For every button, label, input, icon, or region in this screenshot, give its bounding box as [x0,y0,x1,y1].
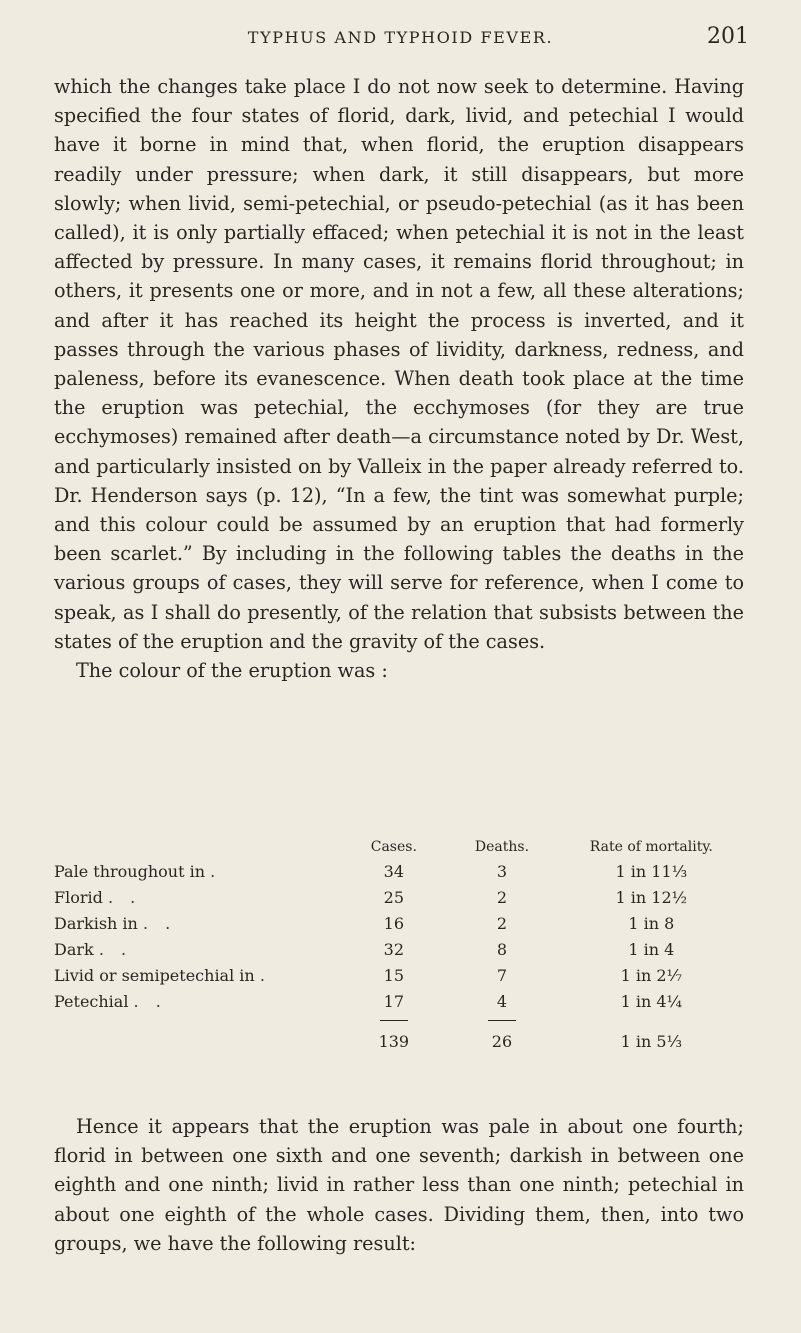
deaths-cell: 7 [496,965,508,985]
mortality-table [54,836,744,1056]
leader-dots: . [259,965,271,985]
row-label: Florid [54,887,103,907]
eruption-colour-table [54,836,744,1086]
table-row [54,884,744,910]
header-cases: Cases. [370,839,417,855]
sum-rule [380,1020,408,1021]
row-label: Pale throughout in [54,861,205,881]
table-row [54,936,744,962]
rate-cell: 1 in 4 [628,939,675,959]
leader-dots: . . [133,991,167,1011]
rate-cell: 1 in 2⅐ [620,965,683,985]
table-row [54,910,744,936]
leader-dots: . . [107,887,142,907]
total-row [54,1026,744,1056]
cases-cell: 16 [383,913,405,933]
row-label: Dark [54,939,94,959]
table-row [54,962,744,988]
header-rate: Rate of mortality. [589,839,713,855]
deaths-cell: 4 [496,991,508,1011]
paragraph-1-text: which the changes take place I do not now seek to determine. Having specified the four states of florid, dark, livid, and petechial I would have it borne in mind that, when florid, the eruption disappears readily under pressure; when dark, it still disappears, but more slowly; when livid, semi-petechial, or pseudo-petechial (as it has been called), it is only partially effaced; when petechial it is not in the least affected by pressure. In many cases, it remains florid throughout; in others, it presents one or more, and in not a few, all these alterations; and after it has reached its height the process is inverted, and it passes through the various phases of lividity, darkness, redness, and paleness, before its evanescence. When death took place at the time the eruption was petechial, the ecchymoses (for they are true ecchymoses) remained after death—a circumstance noted by Dr. West, and particularly insisted on by Valleix in the paper already referred to. Dr. Henderson says (p. 12), “In a few, the tint was somewhat purple; and this colour could be assumed by an eruption that had formerly been scarlet.” By including in the following tables the deaths in the various groups of cases, they will serve for reference, when I come to speak, as I shall do presently, of the relation that subsists between the states of the eruption and the gravity of the cases. [54,75,744,653]
rate-cell: 1 in 8 [628,913,675,933]
header-deaths: Deaths. [474,839,530,855]
leader-dots: . . [142,913,177,933]
deaths-cell: 8 [496,939,508,959]
deaths-cell: 2 [496,887,508,907]
paragraph-2: Hence it appears that the eruption was pale in about one fourth; florid in between one sixth and one seventh; darkish in between one eighth and one ninth; livid in rather less than one ninth; petechial in about one eighth of the whole cases. Dividing them, then, into two groups, we have the following result: [54,1115,744,1255]
cases-cell: 34 [383,861,405,881]
rate-cell: 1 in 4¼ [620,991,683,1011]
cases-cell: 15 [383,965,405,985]
running-head [0,20,801,60]
total-rate: 1 in 5⅓ [620,1031,683,1051]
table-row [54,858,744,884]
header-spacer [54,836,342,858]
row-label: Darkish in [54,913,138,933]
deaths-cell: 2 [496,913,508,933]
page-number: 201 [707,24,749,49]
row-label: Livid or semipetechial in [54,965,255,985]
row-label: Petechial [54,991,129,1011]
total-deaths: 26 [491,1031,513,1051]
sum-rule [488,1020,516,1021]
leader-dots: . . [98,939,133,959]
table-intro: The colour of the eruption was : [76,659,388,683]
running-title: TYPHUS AND TYPHOID FEVER. [247,28,554,47]
deaths-cell: 3 [496,861,508,881]
cases-cell: 25 [383,887,405,907]
cases-cell: 32 [383,939,405,959]
cases-cell: 17 [383,991,405,1011]
table-header-row [54,836,744,858]
leader-dots: . [210,861,222,881]
total-cases: 139 [378,1031,410,1051]
table-row [54,988,744,1014]
rate-cell: 1 in 11⅓ [615,861,688,881]
sum-rule-row [54,1014,744,1026]
paragraph-1 [54,72,744,685]
rate-cell: 1 in 12½ [615,887,688,907]
